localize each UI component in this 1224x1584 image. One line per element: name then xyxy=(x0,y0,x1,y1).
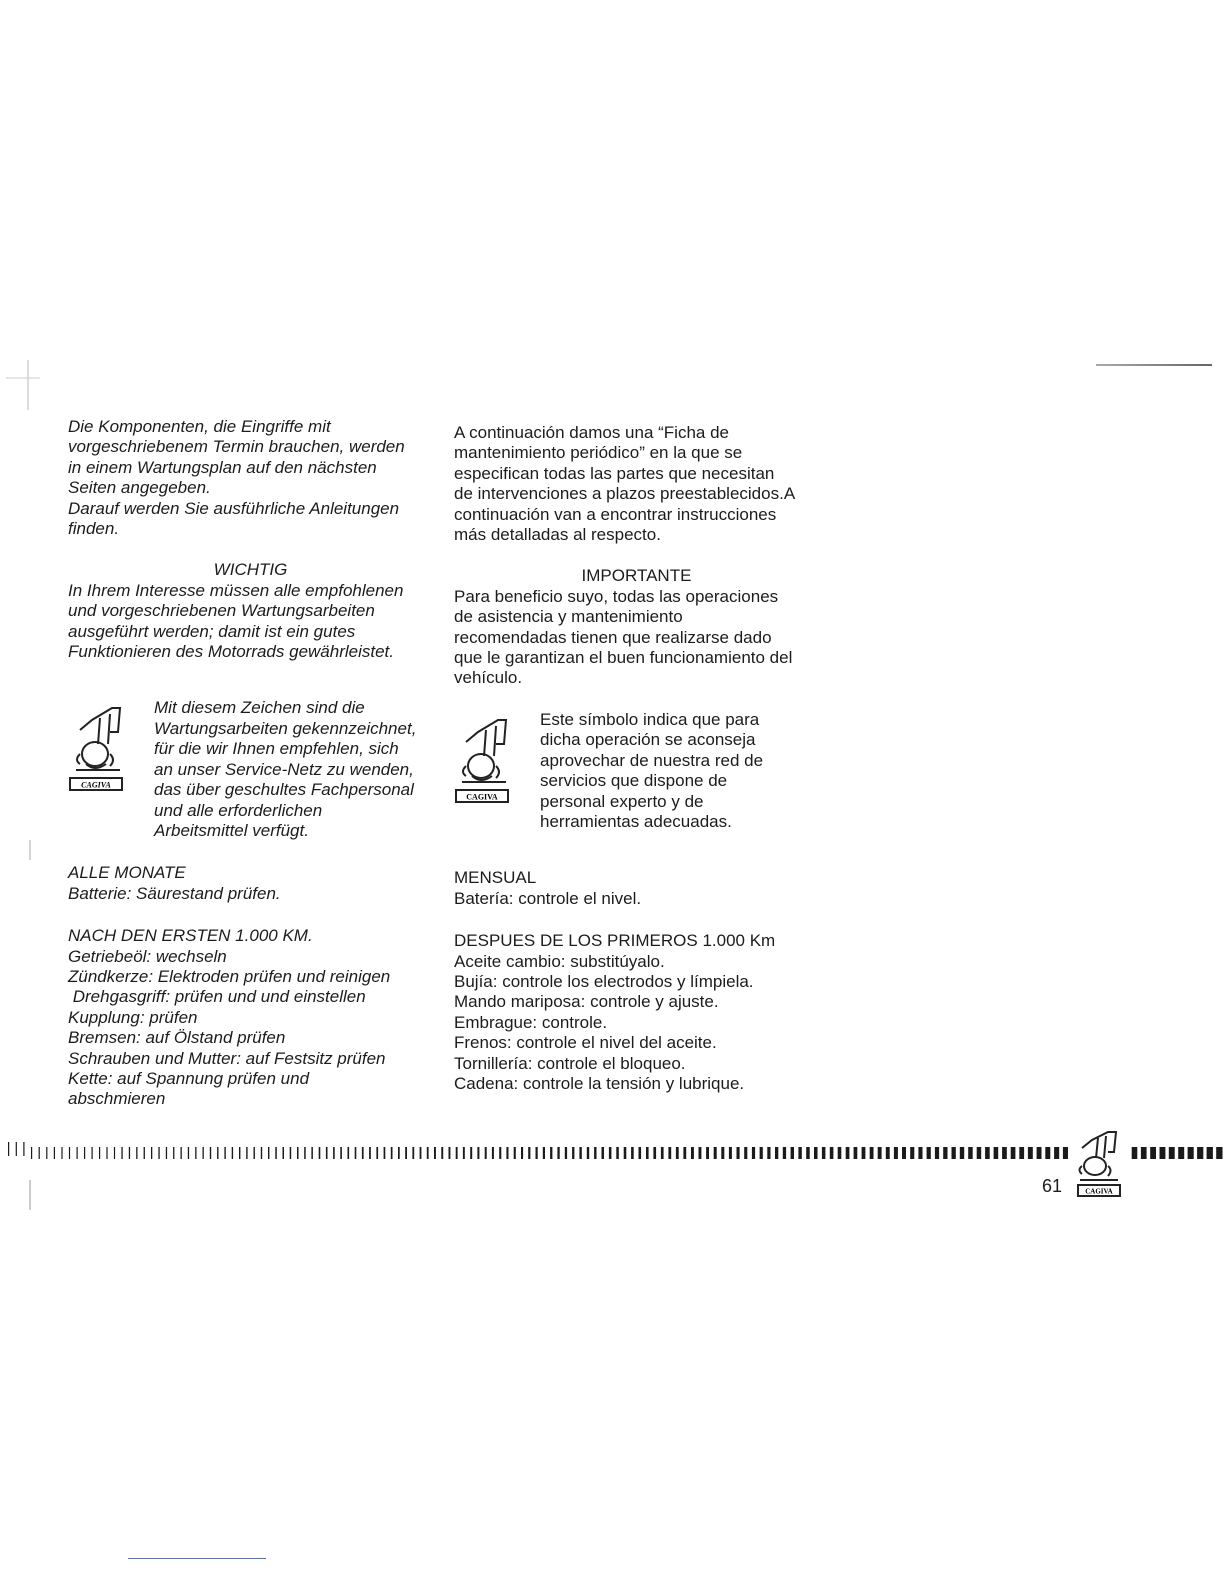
strip-bar xyxy=(1011,1147,1016,1159)
strip-bar xyxy=(1169,1147,1175,1159)
strip-bar xyxy=(927,1147,931,1159)
strip-bar xyxy=(151,1147,152,1159)
strip-bar xyxy=(1150,1147,1156,1159)
spanish-monthly-heading: MENSUAL xyxy=(454,868,537,888)
strip-bar xyxy=(144,1147,145,1159)
strip-bar xyxy=(492,1147,494,1159)
strip-bar xyxy=(232,1147,233,1159)
top-right-rule xyxy=(1096,364,1212,366)
spanish-intro xyxy=(454,423,819,545)
decorative-bar-strip xyxy=(0,1138,1224,1168)
text-line: Mit diesem Zeichen sind die xyxy=(154,698,365,718)
strip-bar xyxy=(775,1147,778,1159)
strip-bar xyxy=(646,1147,649,1159)
strip-bar xyxy=(1045,1147,1050,1159)
strip-bar xyxy=(181,1147,182,1159)
strip-bar xyxy=(1019,1147,1024,1159)
strip-bar xyxy=(791,1147,794,1159)
strip-bar xyxy=(239,1147,240,1159)
list-item: Embrague: controle. xyxy=(454,1012,608,1032)
text-line: recomendadas tienen que realizarse dado xyxy=(454,627,772,647)
german-important xyxy=(68,581,433,663)
strip-bar xyxy=(760,1147,763,1159)
strip-bar xyxy=(246,1147,247,1159)
strip-bar xyxy=(878,1147,882,1159)
strip-bar xyxy=(506,1147,508,1159)
text-line: vehículo. xyxy=(454,668,523,688)
strip-bar xyxy=(721,1147,724,1159)
strip-bar xyxy=(376,1147,378,1159)
strip-bar xyxy=(463,1147,465,1159)
strip-bar xyxy=(398,1147,400,1159)
strip-bar xyxy=(846,1147,850,1159)
strip-bar xyxy=(449,1147,451,1159)
strip-bar xyxy=(691,1147,694,1159)
strip-bar xyxy=(572,1147,574,1159)
strip-bar xyxy=(744,1147,747,1159)
text-line: de asistencia y mantenimiento xyxy=(454,607,683,627)
strip-bar xyxy=(806,1147,810,1159)
strip-bar xyxy=(798,1147,801,1159)
text-line: mantenimiento periódico” en la que se xyxy=(454,443,743,463)
strip-bar xyxy=(1028,1147,1033,1159)
strip-bar xyxy=(1188,1147,1194,1159)
strip-bar xyxy=(8,1142,9,1156)
spanish-first-heading: DESPUES DE LOS PRIMEROS 1.000 Km xyxy=(454,931,776,951)
strip-bar xyxy=(412,1147,414,1159)
list-item: Frenos: controle el nivel del aceite. xyxy=(454,1033,717,1053)
text-line: dicha operación se aconseja xyxy=(540,730,756,750)
strip-bar xyxy=(188,1147,189,1159)
text-line: in einem Wartungsplan auf den nächsten xyxy=(68,457,377,477)
text-line: servicios que dispone de xyxy=(540,771,728,791)
text-line: In Ihrem Interesse müssen alle empfohlenen xyxy=(68,580,404,600)
strip-bar xyxy=(886,1147,890,1159)
strip-bar xyxy=(550,1147,552,1159)
page-number: 61 xyxy=(1042,1176,1063,1196)
strip-bar xyxy=(173,1147,174,1159)
strip-bar xyxy=(210,1147,211,1159)
text-line: das über geschultes Fachpersonal xyxy=(154,780,414,800)
strip-bar xyxy=(952,1147,956,1159)
strip-bar xyxy=(340,1147,342,1159)
strip-bar xyxy=(499,1147,501,1159)
strip-bar xyxy=(902,1147,906,1159)
strip-bar xyxy=(427,1147,429,1159)
strip-bar xyxy=(304,1147,306,1159)
list-item: Getriebeöl: wechseln xyxy=(68,946,227,966)
strip-bar xyxy=(910,1147,914,1159)
strip-bar xyxy=(602,1147,605,1159)
strip-bar xyxy=(485,1147,487,1159)
list-item: Drehgasgriff: prüfen und und einstellen xyxy=(68,987,366,1007)
strip-bar xyxy=(714,1147,717,1159)
strip-bar xyxy=(61,1147,62,1159)
strip-bar xyxy=(783,1147,786,1159)
german-monthly-heading: ALLE MONATE xyxy=(68,863,186,883)
strip-bar xyxy=(348,1147,350,1159)
strip-bar xyxy=(1132,1147,1138,1159)
strip-bar xyxy=(369,1147,371,1159)
spanish-symbol-note xyxy=(454,710,819,832)
german-important-heading: WICHTIG xyxy=(213,560,288,580)
strip-bar xyxy=(935,1147,939,1159)
strip-bar xyxy=(31,1147,32,1159)
strip-bar xyxy=(405,1147,407,1159)
strip-bar xyxy=(283,1147,285,1159)
text-line: an unser Service-Netz zu wenden, xyxy=(154,759,414,779)
text-line: Seiten angegeben. xyxy=(68,478,211,498)
strip-bar xyxy=(434,1147,436,1159)
strip-bar xyxy=(594,1147,596,1159)
strip-bar xyxy=(261,1147,262,1159)
strip-bar xyxy=(1002,1147,1007,1159)
strip-bar xyxy=(639,1147,642,1159)
strip-bar xyxy=(683,1147,686,1159)
strip-bar xyxy=(1054,1147,1059,1159)
list-item: abschmieren xyxy=(68,1089,166,1109)
strip-bar xyxy=(565,1147,567,1159)
text-line: vorgeschriebenem Termin brauchen, werden xyxy=(68,437,405,457)
text-line: personal experto y de xyxy=(540,791,704,811)
spanish-column xyxy=(454,423,819,1094)
strip-bar xyxy=(631,1147,634,1159)
text-line: Arbeitsmittel verfügt. xyxy=(154,820,309,840)
cagiva-mechanic-logo-icon xyxy=(68,704,128,794)
strip-bar xyxy=(918,1147,922,1159)
strip-bar xyxy=(653,1147,656,1159)
strip-bar xyxy=(217,1147,218,1159)
list-item: Tornillería: controle el bloqueo. xyxy=(454,1053,686,1073)
spanish-first-list xyxy=(454,952,819,1095)
strip-bar xyxy=(830,1147,834,1159)
strip-bar xyxy=(311,1147,313,1159)
strip-bar xyxy=(822,1147,826,1159)
text-line: Batería: controle el nivel. xyxy=(454,888,642,908)
text-line: continuación van a encontrar instrucciones xyxy=(454,504,777,524)
german-first-list xyxy=(68,947,433,1110)
text-line: más detalladas al respecto. xyxy=(454,525,661,545)
strip-bar xyxy=(477,1147,479,1159)
spanish-important-heading: IMPORTANTE xyxy=(581,566,692,586)
strip-bar xyxy=(676,1147,679,1159)
strip-bar xyxy=(1197,1147,1203,1159)
strip-bar xyxy=(39,1147,40,1159)
strip-bar xyxy=(968,1147,973,1159)
list-item: Mando mariposa: controle y ajuste. xyxy=(454,992,719,1012)
strip-bar xyxy=(355,1147,357,1159)
text-line: Die Komponenten, die Eingriffe mit xyxy=(68,417,331,436)
strip-bar xyxy=(99,1147,100,1159)
strip-bar xyxy=(543,1147,545,1159)
strip-bar xyxy=(536,1147,538,1159)
text-line: especifican todas las partes que necesitan xyxy=(454,463,775,483)
strip-bar xyxy=(275,1147,277,1159)
svg-text:CAGIVA: CAGIVA xyxy=(466,792,498,802)
cagiva-page-logo-icon xyxy=(1068,1130,1130,1198)
strip-bar xyxy=(129,1147,130,1159)
strip-bar xyxy=(985,1147,990,1159)
strip-bar xyxy=(456,1147,458,1159)
svg-text:CAGIVA: CAGIVA xyxy=(81,780,111,790)
strip-bar xyxy=(587,1147,589,1159)
strip-bar xyxy=(362,1147,364,1159)
bottom-rule xyxy=(128,1558,266,1559)
strip-bar xyxy=(767,1147,770,1159)
text-line: Este símbolo indica que para xyxy=(540,709,760,729)
strip-bar xyxy=(136,1147,137,1159)
strip-bar xyxy=(92,1147,93,1159)
strip-bar xyxy=(668,1147,671,1159)
binding-edge-marks xyxy=(0,360,40,1220)
strip-bar xyxy=(1141,1147,1147,1159)
strip-bar xyxy=(579,1147,581,1159)
strip-bar xyxy=(195,1147,196,1159)
strip-bar xyxy=(737,1147,740,1159)
strip-bar xyxy=(752,1147,755,1159)
strip-bar xyxy=(854,1147,858,1159)
list-item: Aceite cambio: substitúyalo. xyxy=(454,951,665,971)
list-item: Kupplung: prüfen xyxy=(68,1007,198,1027)
german-first-heading: NACH DEN ERSTEN 1.000 KM. xyxy=(68,926,313,946)
strip-bar xyxy=(977,1147,982,1159)
text-line: Darauf werden Sie ausführliche Anleitungen xyxy=(68,498,400,518)
text-line: de intervenciones a plazos preestablecidos.A xyxy=(454,484,796,504)
strip-bar xyxy=(224,1147,225,1159)
list-item: Schrauben und Mutter: auf Festsitz prüfen xyxy=(68,1048,386,1068)
strip-bar xyxy=(943,1147,947,1159)
strip-bar xyxy=(528,1147,530,1159)
strip-bar xyxy=(158,1147,159,1159)
strip-bar xyxy=(326,1147,328,1159)
strip-bar xyxy=(706,1147,709,1159)
text-line: Funktionieren des Motorrads gewährleistet. xyxy=(68,642,394,662)
strip-bar xyxy=(84,1147,85,1159)
strip-bar xyxy=(1207,1147,1213,1159)
strip-bar xyxy=(609,1147,612,1159)
text-line: que le garantizan el buen funcionamiento del xyxy=(454,648,793,668)
text-line: und vorgeschriebenen Wartungsarbeiten xyxy=(68,601,375,621)
strip-bar xyxy=(894,1147,898,1159)
list-item: Bremsen: auf Ölstand prüfen xyxy=(68,1028,286,1048)
strip-bar xyxy=(384,1147,386,1159)
strip-bar xyxy=(960,1147,964,1159)
strip-bar xyxy=(391,1147,393,1159)
strip-bar xyxy=(290,1147,292,1159)
text-line: und alle erforderlichen xyxy=(154,800,323,820)
text-line: aprovechar de nuestra red de xyxy=(540,750,764,770)
text-line: herramientas adecuadas. xyxy=(540,811,732,831)
strip-bar xyxy=(870,1147,874,1159)
text-line: ausgeführt werden; damit ist ein gutes xyxy=(68,621,356,641)
strip-bar xyxy=(297,1147,299,1159)
strip-bar xyxy=(319,1147,321,1159)
strip-bar xyxy=(1216,1147,1222,1159)
strip-bar xyxy=(1178,1147,1184,1159)
svg-text:CAGIVA: CAGIVA xyxy=(1085,1187,1113,1196)
text-line: Wartungsarbeiten gekennzeichnet, xyxy=(154,718,417,738)
strip-bar xyxy=(46,1147,47,1159)
strip-bar xyxy=(994,1147,999,1159)
strip-bar xyxy=(121,1147,122,1159)
strip-bar xyxy=(106,1147,107,1159)
strip-bar xyxy=(420,1147,422,1159)
strip-bar xyxy=(514,1147,516,1159)
strip-bar xyxy=(1160,1147,1166,1159)
text-line: finden. xyxy=(68,519,120,539)
strip-bar xyxy=(699,1147,702,1159)
list-item: Zündkerze: Elektroden prüfen und reinigen xyxy=(68,966,391,986)
strip-bar xyxy=(470,1147,472,1159)
strip-bar xyxy=(729,1147,732,1159)
strip-bar xyxy=(69,1147,70,1159)
strip-bar xyxy=(23,1142,24,1156)
strip-bar xyxy=(254,1147,255,1159)
german-intro xyxy=(68,417,433,539)
list-item: Kette: auf Spannung prüfen und xyxy=(68,1068,310,1088)
text-line: A continuación damos una “Ficha de xyxy=(454,423,730,442)
list-item: Cadena: controle la tensión y lubrique. xyxy=(454,1073,745,1093)
strip-bar xyxy=(77,1147,78,1159)
strip-bar xyxy=(862,1147,866,1159)
text-line: Para beneficio suyo, todas las operaciones xyxy=(454,586,779,606)
strip-bar xyxy=(268,1147,269,1159)
strip-bar xyxy=(557,1147,559,1159)
text-line: Batterie: Säurestand prüfen. xyxy=(68,883,281,903)
strip-bar xyxy=(441,1147,443,1159)
strip-bar xyxy=(203,1147,204,1159)
text-line: für die wir Ihnen empfehlen, sich xyxy=(154,739,399,759)
strip-bar xyxy=(1037,1147,1042,1159)
strip-bar xyxy=(838,1147,842,1159)
strip-bar xyxy=(166,1147,167,1159)
strip-bar xyxy=(333,1147,335,1159)
strip-bar xyxy=(661,1147,664,1159)
strip-bar xyxy=(114,1147,115,1159)
strip-bar xyxy=(616,1147,619,1159)
strip-bar xyxy=(624,1147,627,1159)
strip-bar xyxy=(814,1147,818,1159)
spanish-important xyxy=(454,587,819,689)
strip-bar xyxy=(521,1147,523,1159)
german-symbol-note xyxy=(68,698,433,841)
list-item: Bujía: controle los electrodos y límpiela. xyxy=(454,971,754,991)
cagiva-mechanic-logo-icon xyxy=(454,716,514,806)
strip-bar xyxy=(16,1142,17,1156)
strip-bar xyxy=(54,1147,55,1159)
german-column xyxy=(68,417,433,1110)
